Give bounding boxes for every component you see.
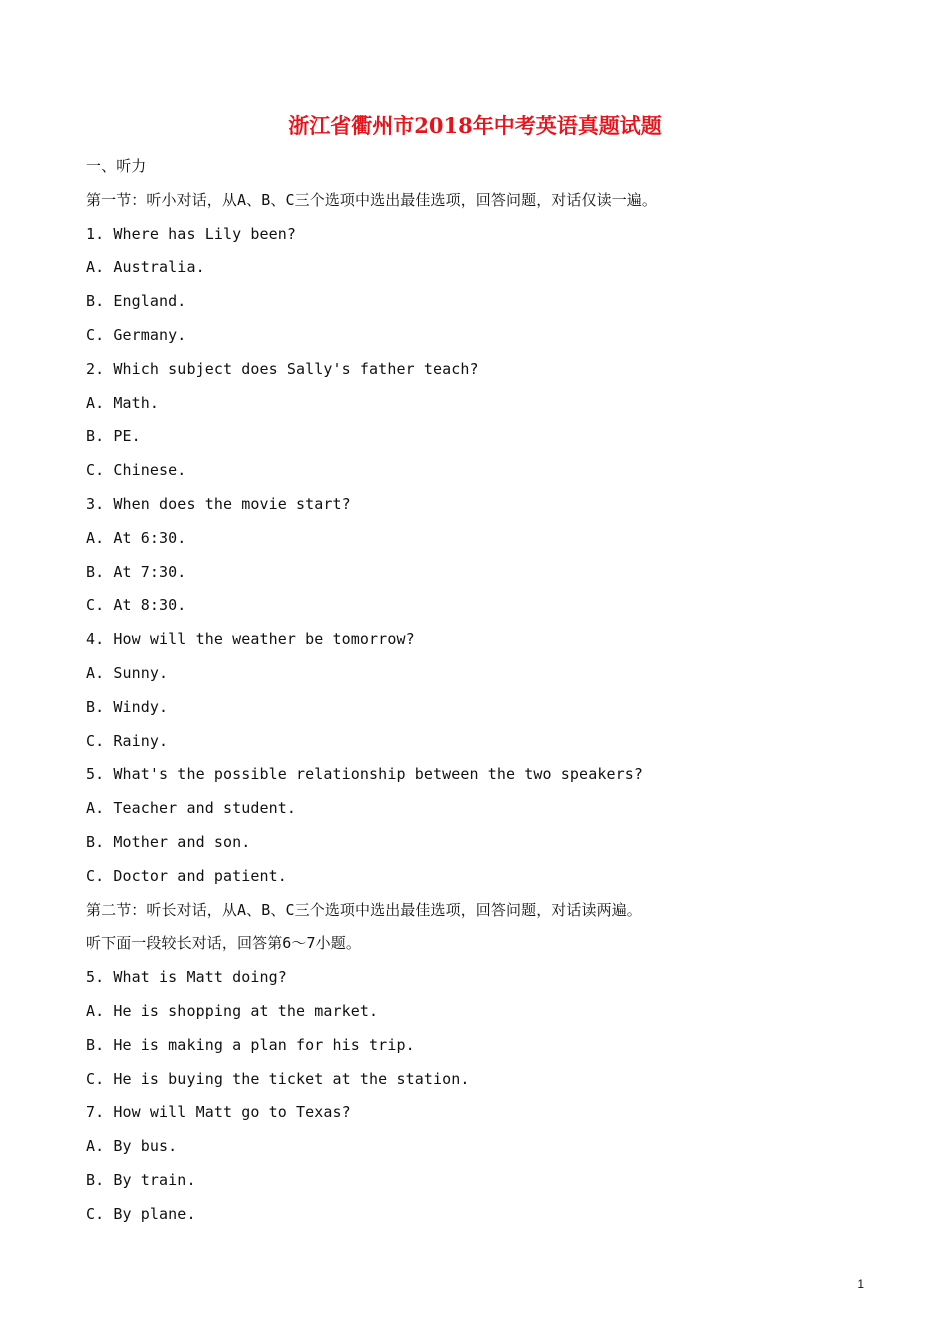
answer-option: B. England. (86, 292, 187, 311)
question-text: 5. What is Matt doing? (86, 968, 287, 987)
question-text: 3. When does the movie start? (86, 494, 351, 513)
part-instruction: 听下面一段较长对话，回答第6～7小题。 (86, 934, 361, 953)
answer-option: C. Germany. (86, 325, 187, 344)
answer-option: A. Teacher and student. (86, 799, 297, 818)
answer-option: B. Windy. (86, 697, 169, 716)
answer-option: A. Sunny. (86, 663, 169, 682)
page-number: 1 (857, 1277, 864, 1291)
document-title: 浙江省衢州市2018年中考英语真题试题 (288, 113, 662, 138)
answer-option: C. Rainy. (86, 731, 169, 750)
answer-option: A. Math. (86, 393, 160, 412)
answer-option: A. At 6:30. (86, 528, 187, 547)
answer-option: B. PE. (86, 427, 141, 446)
answer-option: C. Chinese. (86, 461, 187, 480)
answer-option: A. By bus. (86, 1137, 178, 1156)
question-text: 2. Which subject does Sally's father teach? (86, 359, 479, 378)
part-instruction: 第一节：听小对话，从A、B、C三个选项中选出最佳选项，回答问题，对话仅读一遍。 (86, 190, 657, 209)
question-text: 4. How will the weather be tomorrow? (86, 630, 415, 649)
answer-option: B. At 7:30. (86, 562, 187, 581)
question-text: 5. What's the possible relationship between the two speakers? (86, 765, 643, 784)
section-heading: 一、听力 (86, 157, 147, 175)
part-instruction: 第二节：听长对话，从A、B、C三个选项中选出最佳选项，回答问题，对话读两遍。 (86, 900, 642, 919)
answer-option: A. Australia. (86, 258, 205, 277)
answer-option: C. By plane. (86, 1204, 196, 1223)
answer-option: C. He is buying the ticket at the station. (86, 1069, 470, 1088)
answer-option: C. At 8:30. (86, 596, 187, 615)
question-text: 1. Where has Lily been? (86, 224, 297, 243)
answer-option: A. He is shopping at the market. (86, 1001, 379, 1020)
answer-option: B. He is making a plan for his trip. (86, 1035, 415, 1054)
answer-option: C. Doctor and patient. (86, 866, 287, 885)
answer-option: B. Mother and son. (86, 832, 251, 851)
document-body (86, 150, 886, 1232)
question-text: 7. How will Matt go to Texas? (86, 1103, 351, 1122)
answer-option: B. By train. (86, 1170, 196, 1189)
